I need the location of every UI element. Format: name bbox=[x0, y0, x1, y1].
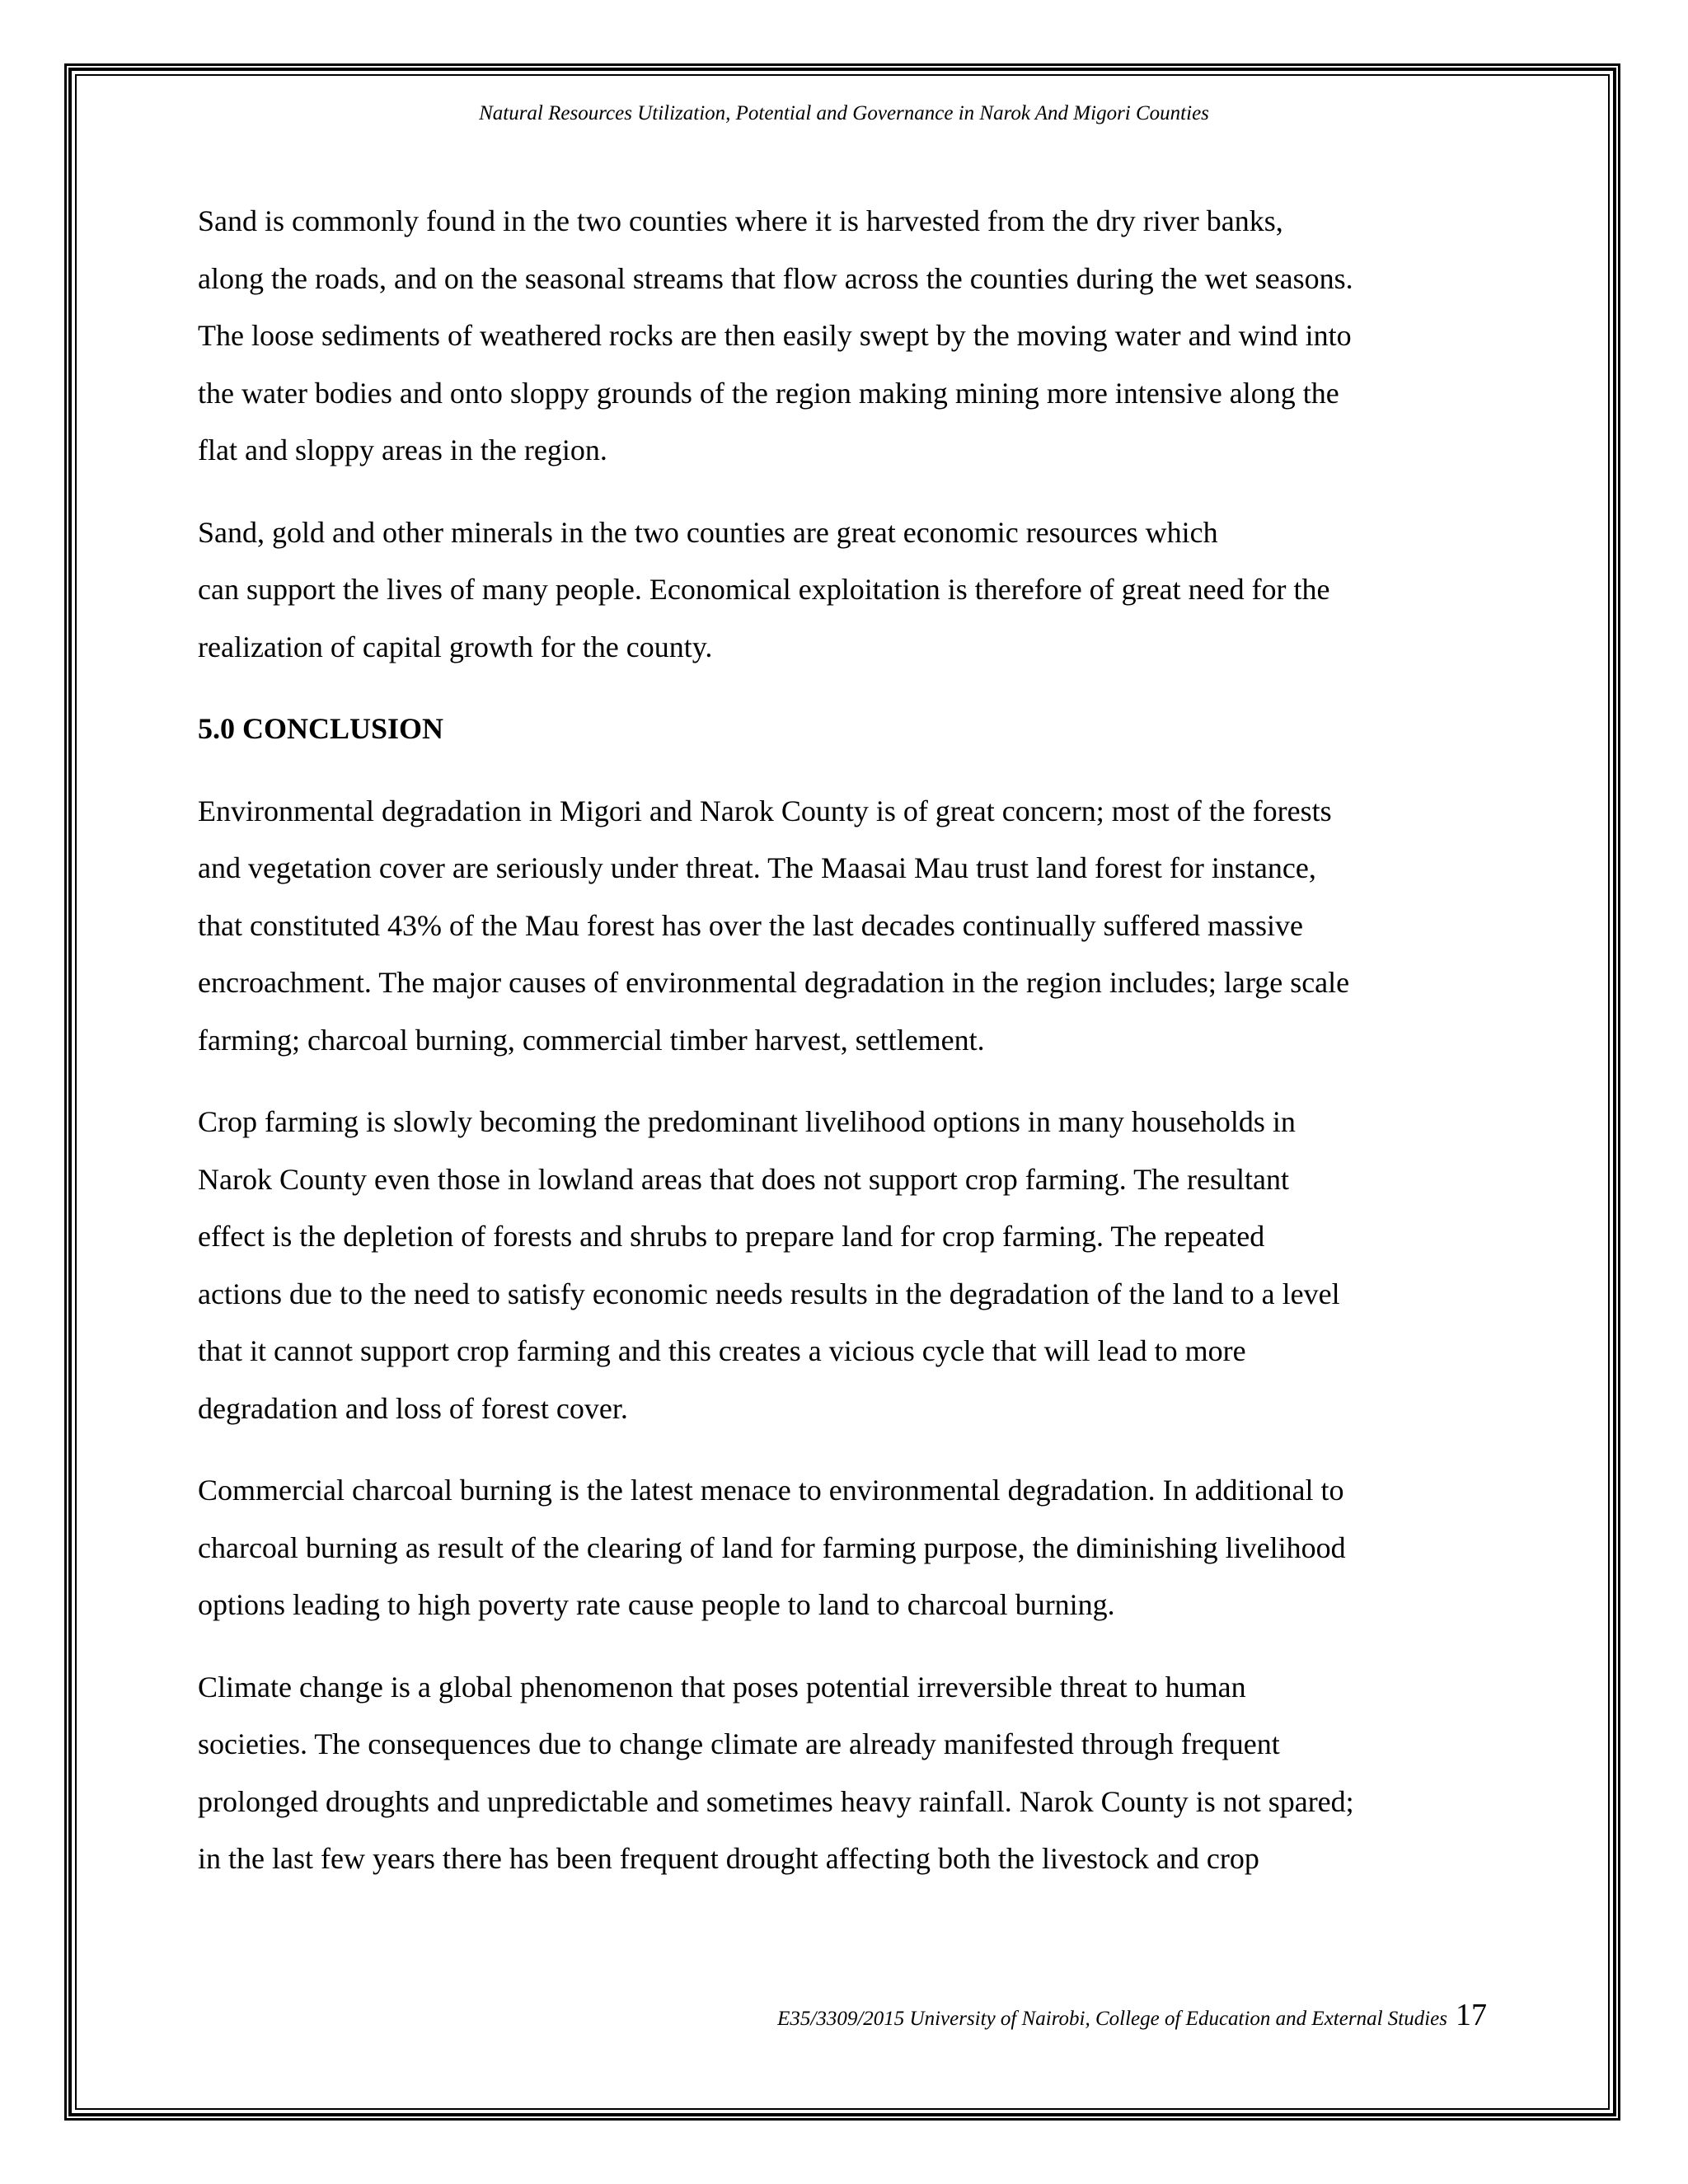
text-line: along the roads, and on the seasonal streams that flow across the counties during the wet seasons. bbox=[198, 261, 1353, 295]
text-line: in the last few years there has been frequent drought affecting both the livestock and crop bbox=[198, 1842, 1259, 1875]
text-line: degradation and loss of forest cover. bbox=[198, 1391, 628, 1425]
text-line: farming; charcoal burning, commercial timber harvest, settlement. bbox=[198, 1023, 985, 1057]
paragraph-environmental-degradation bbox=[198, 783, 1492, 1070]
text-line: actions due to the need to satisfy economic needs results in the degradation of the land to a level bbox=[198, 1277, 1340, 1310]
section-heading: 5.0 CONCLUSION bbox=[198, 712, 444, 745]
text-line: that it cannot support crop farming and this creates a vicious cycle that will lead to more bbox=[198, 1334, 1246, 1367]
text-line: charcoal burning as result of the clearing of land for farming purpose, the diminishing livelihood bbox=[198, 1530, 1346, 1564]
text-line: options leading to high poverty rate cause people to land to charcoal burning. bbox=[198, 1588, 1115, 1621]
text-line: realization of capital growth for the county. bbox=[198, 630, 713, 663]
text-line: and vegetation cover are seriously under threat. The Maasai Mau trust land forest for instance, bbox=[198, 851, 1316, 884]
text-line: Climate change is a global phenomenon that poses potential irreversible threat to human bbox=[198, 1670, 1246, 1704]
text-line: effect is the depletion of forests and shrubs to prepare land for crop farming. The repeated bbox=[198, 1220, 1265, 1253]
footer-text: E35/3309/2015 University of Nairobi, College of Education and External Studies bbox=[777, 2008, 1447, 2030]
text-line: Sand, gold and other minerals in the two counties are great economic resources which bbox=[198, 515, 1218, 549]
page-footer bbox=[777, 1994, 1487, 2040]
text-line: Environmental degradation in Migori and Narok County is of great concern; most of the forests bbox=[198, 794, 1332, 827]
text-line: Commercial charcoal burning is the latest menace to environmental degradation. In additional to bbox=[198, 1474, 1344, 1507]
text-line: can support the lives of many people. Economical exploitation is therefore of great need for the bbox=[198, 573, 1330, 606]
paragraph-charcoal-burning bbox=[198, 1462, 1492, 1634]
page-body bbox=[198, 193, 1492, 1913]
text-line: Narok County even those in lowland areas that does not support crop farming. The resultant bbox=[198, 1162, 1290, 1196]
paragraph-crop-farming bbox=[198, 1094, 1492, 1437]
text-line: the water bodies and onto sloppy grounds of the region making mining more intensive along the bbox=[198, 376, 1339, 410]
text-line: The loose sediments of weathered rocks are then easily swept by the moving water and wind into bbox=[198, 319, 1352, 352]
text-line: prolonged droughts and unpredictable and sometimes heavy rainfall. Narok County is not spared; bbox=[198, 1784, 1354, 1818]
paragraph-climate-change bbox=[198, 1659, 1492, 1888]
paragraph-sand-harvesting bbox=[198, 193, 1492, 480]
text-line: Sand is commonly found in the two counties where it is harvested from the dry river banks, bbox=[198, 204, 1283, 237]
page-number: 17 bbox=[1456, 1998, 1487, 2032]
paragraph-minerals bbox=[198, 504, 1492, 677]
text-line: societies. The consequences due to change climate are already manifested through frequent bbox=[198, 1727, 1280, 1760]
text-line: flat and sloppy areas in the region. bbox=[198, 434, 607, 466]
text-line: Crop farming is slowly becoming the predominant livelihood options in many households in bbox=[198, 1105, 1296, 1138]
text-line: that constituted 43% of the Mau forest has over the last decades continually suffered massive bbox=[198, 908, 1303, 942]
running-header: Natural Resources Utilization, Potential and Governance in Narok And Migori Counties bbox=[479, 102, 1209, 124]
text-line: encroachment. The major causes of environmental degradation in the region includes; large scale bbox=[198, 966, 1350, 999]
